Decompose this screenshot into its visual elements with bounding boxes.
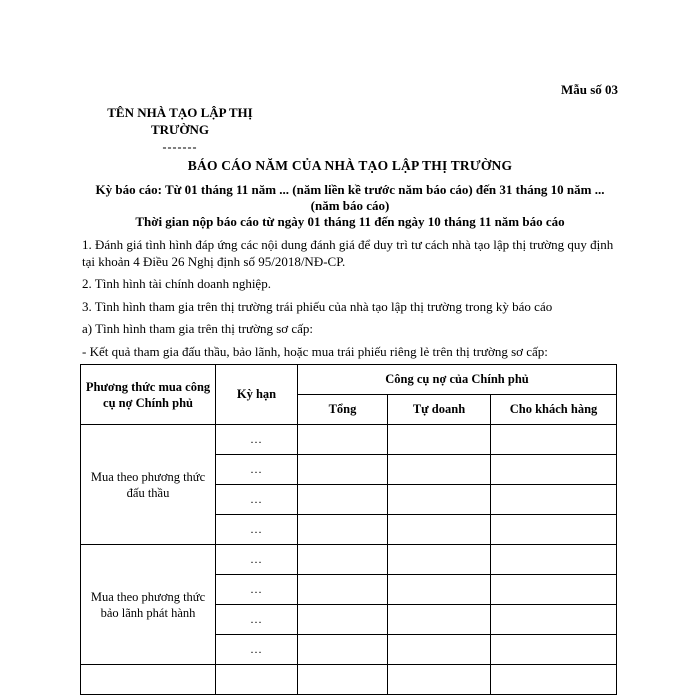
client-cell [491,635,617,665]
proprietary-cell [388,635,491,665]
client-cell [491,605,617,635]
total-cell [298,545,388,575]
group-label-auction: Mua theo phương thức đấu thầu [81,425,216,545]
header-gov-debt: Công cụ nợ của Chính phủ [298,365,617,395]
section-3a-result: - Kết quả tham gia đấu thầu, bảo lãnh, hoặc mua trái phiếu riêng lẻ trên thị trường sơ cấp: [82,344,548,359]
section-1: 1. Đánh giá tình hình đáp ứng các nội dung đánh giá để duy trì tư cách nhà tạo lập thị trường quy định tại khoản 4 Điều 26 Nghị định số 95/2018/NĐ-CP. [82,237,614,269]
report-deadline: Thời gian nộp báo cáo từ ngày 01 tháng 11 đến ngày 10 tháng 11 năm báo cáo [135,214,565,229]
client-cell [491,545,617,575]
total-cell [298,635,388,665]
term-cell: ... [216,425,298,455]
term-cell: ... [216,635,298,665]
proprietary-cell [388,455,491,485]
proprietary-cell [388,545,491,575]
proprietary-cell [388,485,491,515]
proprietary-cell [388,515,491,545]
client-cell [491,515,617,545]
term-cell: ... [216,545,298,575]
term-cell: ... [216,515,298,545]
client-cell [491,665,617,695]
total-cell [298,575,388,605]
report-period: Kỳ báo cáo: Từ 01 tháng 11 năm ... (năm liền kề trước năm báo cáo) đến 31 tháng 10 năm ... (năm báo cáo) [95,182,605,213]
report-title: BÁO CÁO NĂM CỦA NHÀ TẠO LẬP THỊ TRƯỜNG [187,158,513,173]
term-cell: ... [216,455,298,485]
proprietary-cell [388,575,491,605]
proprietary-cell [388,665,491,695]
header-method: Phương thức mua công cụ nợ Chính phủ [81,365,216,425]
total-cell [298,455,388,485]
header-total: Tổng [298,395,388,425]
group-label-underwriting: Mua theo phương thức bảo lãnh phát hành [81,545,216,665]
client-cell [491,425,617,455]
table-row [81,425,617,455]
header-proprietary: Tự doanh [388,395,491,425]
total-cell [298,485,388,515]
section-2: 2. Tình hình tài chính doanh nghiệp. [82,276,271,291]
proprietary-cell [388,605,491,635]
total-cell [298,425,388,455]
table-row [81,665,617,695]
form-number: Mẫu số 03 [560,82,618,97]
term-cell [216,665,298,695]
client-cell [491,575,617,605]
header-client: Cho khách hàng [491,395,617,425]
term-cell: ... [216,485,298,515]
term-cell: ... [216,575,298,605]
section-3: 3. Tình hình tham gia trên thị trường trái phiếu của nhà tạo lập thị trường trong kỳ báo cáo [82,299,553,314]
organization-separator: ------- [162,140,198,154]
client-cell [491,455,617,485]
client-cell [491,485,617,515]
primary-market-table [80,364,617,695]
group-label-cell [81,665,216,695]
table-row [81,545,617,575]
total-cell [298,665,388,695]
total-cell [298,515,388,545]
proprietary-cell [388,425,491,455]
term-cell: ... [216,605,298,635]
header-term: Kỳ hạn [216,365,298,425]
organization-name: TÊN NHÀ TẠO LẬP THỊ TRƯỜNG [107,105,253,137]
section-3a: a) Tình hình tham gia trên thị trường sơ cấp: [82,321,314,336]
total-cell [298,605,388,635]
